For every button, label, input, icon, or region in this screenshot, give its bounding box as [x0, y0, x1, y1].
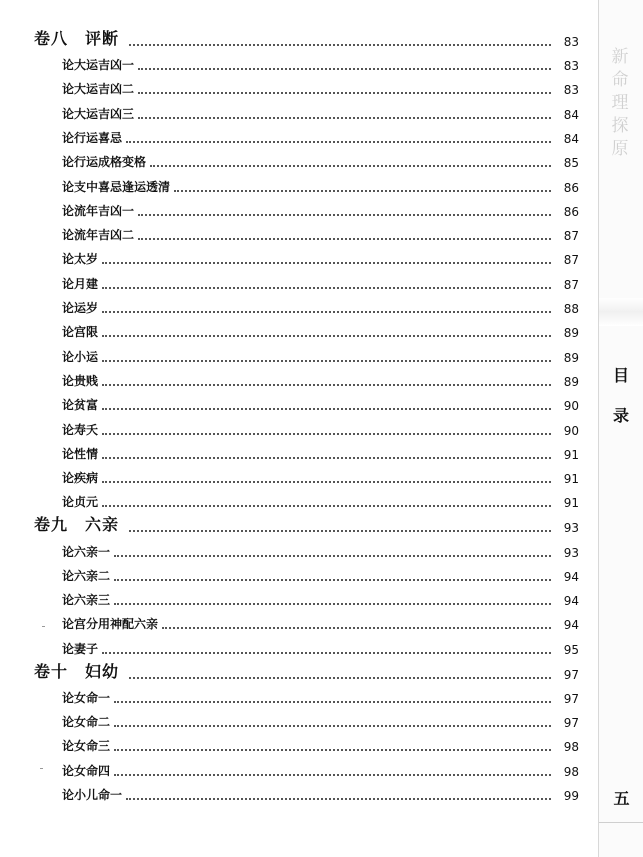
- toc-entry-title: 论运岁: [62, 301, 99, 316]
- dot-leader: [102, 250, 551, 264]
- toc-entry-row: [34, 486, 579, 510]
- dot-leader: [102, 275, 551, 289]
- dot-leader: [114, 737, 551, 751]
- toc-entry-title: 论行运喜忌: [62, 130, 123, 145]
- dot-leader: [138, 56, 551, 70]
- margin-divider: [599, 822, 643, 823]
- toc-entry-title: 论妻子: [62, 641, 99, 656]
- dot-leader: [102, 299, 551, 313]
- toc-chapter-title: 卷八 评断: [34, 28, 120, 48]
- dot-leader: [102, 469, 551, 483]
- dot-leader: [129, 518, 551, 532]
- toc-entry-title: 论流年吉凶二: [62, 228, 135, 243]
- dot-leader: [102, 372, 551, 386]
- toc-page-number: 84: [563, 107, 579, 122]
- toc-page-number: 97: [563, 667, 579, 682]
- toc-page-number: 89: [563, 374, 579, 389]
- toc-page-number: 94: [563, 618, 579, 633]
- toc-entry-title: 论小运: [62, 349, 99, 364]
- toc-entry-row: [34, 219, 579, 243]
- toc-page-number: 90: [563, 399, 579, 414]
- toc-entry-title: 论女命三: [62, 739, 111, 754]
- toc-entry-row: [34, 682, 579, 706]
- toc-entry-title: 论太岁: [62, 252, 99, 267]
- toc-entry-row: [34, 584, 579, 608]
- toc-entry-title: 论六亲二: [62, 568, 111, 583]
- toc-page-number: 95: [563, 642, 579, 657]
- toc-page-number: 94: [563, 569, 579, 584]
- dot-leader: [114, 567, 551, 581]
- toc-entry-title: 论宫分用神配六亲: [62, 617, 159, 632]
- toc-entry-row: [34, 632, 579, 656]
- dot-leader: [138, 105, 551, 119]
- toc-entry-title: 论宫限: [62, 325, 99, 340]
- toc-entry-title: 论女命四: [62, 763, 111, 778]
- scan-speck: [42, 626, 45, 627]
- dot-leader: [114, 689, 551, 703]
- toc-entry-row: [34, 292, 579, 316]
- dot-leader: [129, 665, 551, 679]
- toc-entry-row: [34, 560, 579, 584]
- toc-entry-title: 论流年吉凶一: [62, 203, 135, 218]
- dot-leader: [114, 762, 551, 776]
- dot-leader: [102, 640, 551, 654]
- toc-entry-title: 论女命一: [62, 690, 111, 705]
- toc-page-number: 89: [563, 326, 579, 341]
- toc-entry-row: [34, 438, 579, 462]
- toc-entry-title: 论小儿命一: [62, 788, 123, 802]
- toc-entry-row: [34, 779, 579, 803]
- dot-leader: [114, 591, 551, 605]
- dot-leader: [126, 129, 551, 143]
- toc-entry-row: [34, 365, 579, 389]
- toc-entry-title: 论女命二: [62, 715, 111, 730]
- dot-leader: [150, 153, 551, 167]
- toc-entry-title: 论贫富: [62, 398, 99, 413]
- toc-entry-row: [34, 49, 579, 73]
- dot-leader: [114, 713, 551, 727]
- toc-page-number: 91: [563, 447, 579, 462]
- toc-entry-title: 论月建: [62, 276, 99, 291]
- toc-entry-row: [34, 706, 579, 730]
- toc-page-number: 91: [563, 496, 579, 511]
- toc-page-number: 85: [563, 156, 579, 171]
- dot-leader: [138, 226, 551, 240]
- toc-entry-title: 论大运吉凶二: [62, 82, 135, 97]
- toc-entry-title: 论贵贱: [62, 373, 99, 388]
- toc-page-number: 89: [563, 350, 579, 365]
- toc-page-number: 93: [563, 545, 579, 560]
- toc-entry-row: [34, 97, 579, 121]
- dot-leader: [102, 323, 551, 337]
- toc-entry-row: [34, 73, 579, 97]
- toc-page-number: 90: [563, 423, 579, 438]
- toc-chapter-title: 卷十 妇幼: [34, 661, 120, 681]
- toc-entry-row: [34, 389, 579, 413]
- toc-page-number: 93: [563, 521, 579, 536]
- page-margin-strip: [598, 0, 643, 857]
- dot-leader: [102, 445, 551, 459]
- toc-page-number: 87: [563, 253, 579, 268]
- toc-chapter-row: [34, 24, 579, 49]
- toc-entry-title: 论寿夭: [62, 422, 99, 437]
- toc-entry-title: 论大运吉凶三: [62, 106, 135, 121]
- toc-entry-title: 论性情: [62, 446, 99, 461]
- dot-leader: [138, 80, 551, 94]
- toc-entry-row: [34, 170, 579, 194]
- toc-entry-title: 论六亲一: [62, 544, 111, 559]
- toc-chapter-row: [34, 657, 579, 682]
- faded-book-title: 新命理探原: [611, 47, 629, 159]
- toc-entry-row: [34, 462, 579, 486]
- toc-entry-row: [34, 267, 579, 291]
- dot-leader: [102, 493, 551, 507]
- toc-entry-title: 论大运吉凶一: [62, 58, 135, 73]
- toc-entry-row: [34, 243, 579, 267]
- toc-entry-row: [34, 340, 579, 364]
- toc-chapter-title: 卷九 六亲: [34, 515, 120, 535]
- toc-entry-row: [34, 535, 579, 559]
- toc-entry-title: 论疾病: [62, 471, 99, 486]
- toc-page-number: 83: [563, 83, 579, 98]
- dot-leader: [174, 178, 551, 192]
- dot-leader: [102, 348, 551, 362]
- toc-entry-row: [34, 316, 579, 340]
- toc-entry-row: [34, 754, 579, 778]
- toc-page-number: 98: [563, 764, 579, 779]
- toc-entry-row: [34, 413, 579, 437]
- toc-entry-title: 论贞元: [62, 495, 99, 510]
- toc-page-number: 97: [563, 691, 579, 706]
- toc-entry-title: 论支中喜忌逢运透清: [62, 179, 171, 194]
- toc-page-number: 86: [563, 180, 579, 195]
- dot-leader: [138, 202, 551, 216]
- toc-page-number: 84: [563, 131, 579, 146]
- scan-smudge: [599, 298, 643, 326]
- dot-leader: [162, 615, 551, 629]
- toc-entry-row: [34, 608, 579, 632]
- toc-entry-row: [34, 146, 579, 170]
- toc-page-number: 98: [563, 740, 579, 755]
- dot-leader: [102, 396, 551, 410]
- toc-entry-title: 论行运成格变格: [62, 155, 147, 170]
- table-of-contents: [34, 24, 579, 803]
- dot-leader: [114, 543, 551, 557]
- toc-page-number: 97: [563, 716, 579, 731]
- scan-speck: [40, 768, 43, 769]
- dot-leader: [102, 421, 551, 435]
- toc-page-number: 83: [563, 34, 579, 49]
- toc-entry-title: 论六亲三: [62, 593, 111, 608]
- toc-page-number: 86: [563, 204, 579, 219]
- toc-chapter-row: [34, 510, 579, 535]
- toc-page-number: 94: [563, 594, 579, 609]
- toc-page-number: 99: [563, 789, 579, 803]
- toc-page-number: 88: [563, 302, 579, 317]
- section-label: 目录: [613, 366, 630, 425]
- toc-page-number: 87: [563, 277, 579, 292]
- dot-leader: [126, 786, 551, 800]
- toc-page-number: 87: [563, 229, 579, 244]
- toc-entry-row: [34, 730, 579, 754]
- dot-leader: [129, 32, 551, 46]
- toc-entry-row: [34, 122, 579, 146]
- toc-page-number: 91: [563, 472, 579, 487]
- toc-entry-row: [34, 195, 579, 219]
- toc-page-number: 83: [563, 59, 579, 74]
- page-number: 五: [613, 789, 630, 808]
